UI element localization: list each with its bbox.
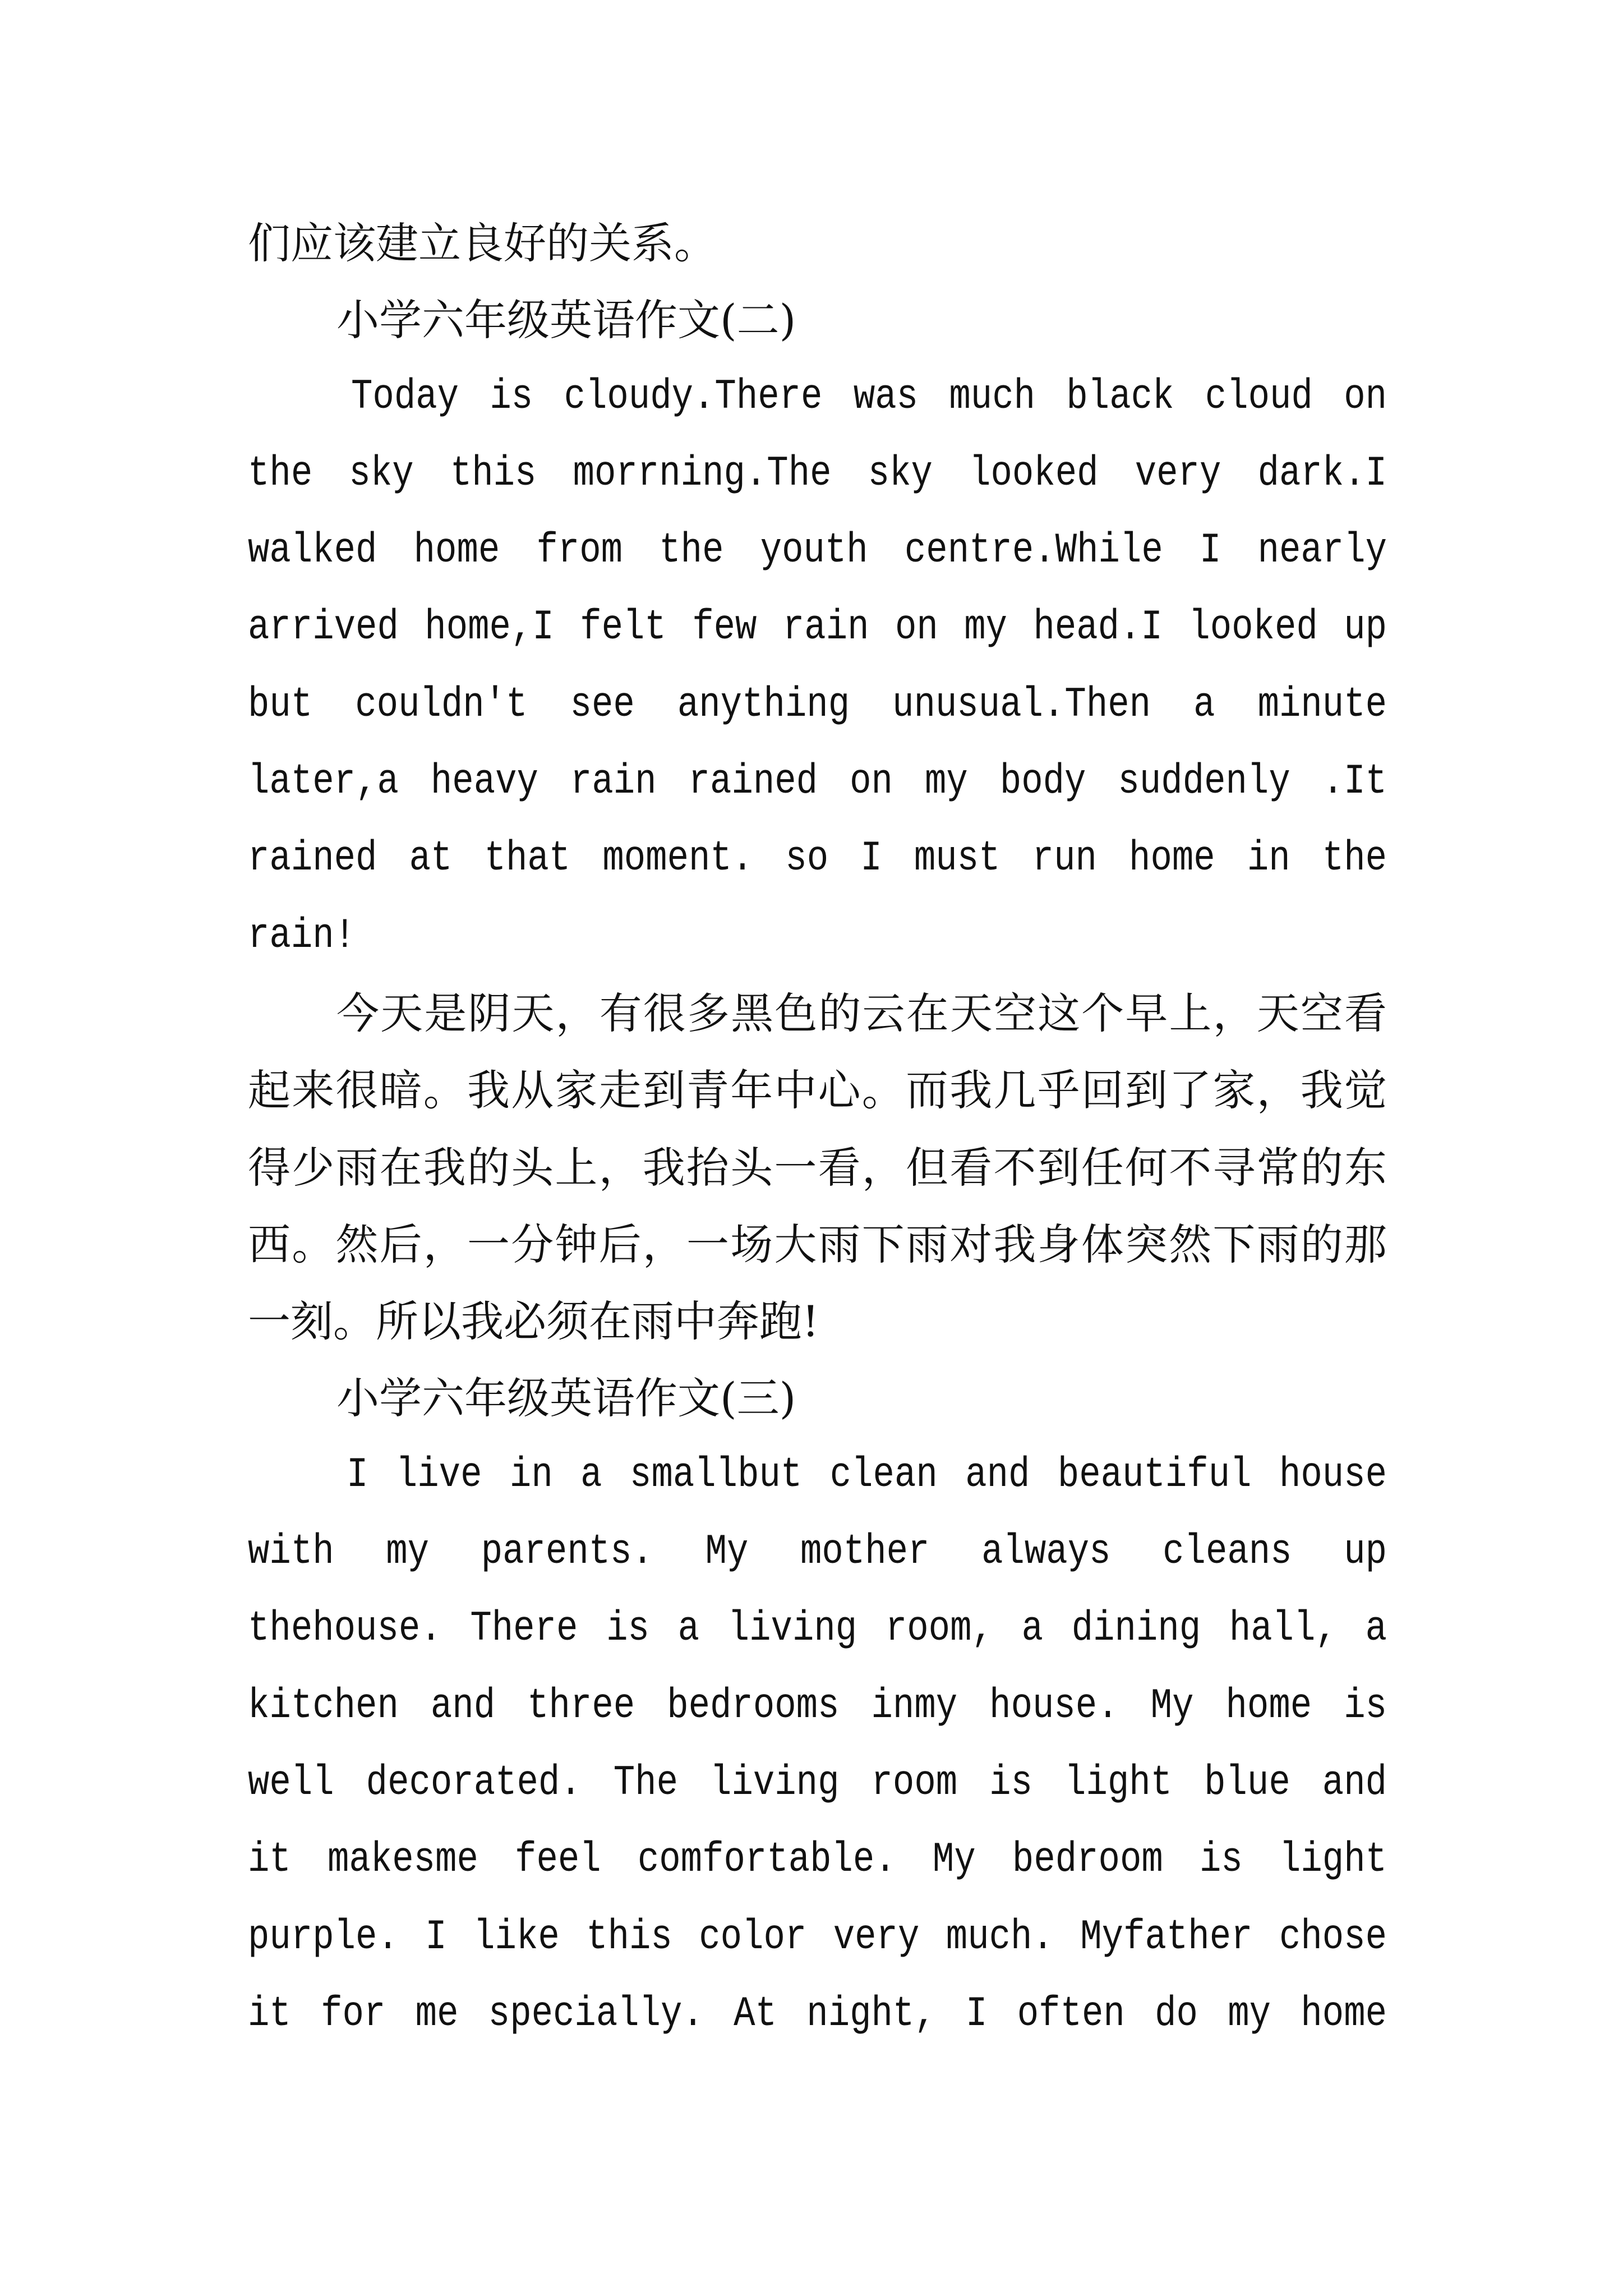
- essay2-english-line: walked home from the youth centre.While I nearly: [248, 527, 1387, 575]
- document-body: [248, 205, 1387, 2053]
- essay2-chinese-line: 起来很暗。我从家走到青年中心。而我几乎回到了家，我觉: [248, 1065, 1387, 1116]
- essay2-heading: 小学六年级英语作文(二): [336, 295, 796, 346]
- essay2-english-line: Today is cloudy.There was much black cloud on: [351, 372, 1387, 421]
- essay2-english-line: the sky this morrning.The sky looked very dark.I: [248, 450, 1387, 498]
- essay3-english-line: purple. I like this color very much. Myfather chose: [248, 1913, 1387, 1961]
- previous-essay-closing-line: 们应该建立良好的关系。: [248, 218, 717, 268]
- essay3-heading: 小学六年级英语作文(三): [336, 1373, 796, 1424]
- essay2-english-line: rain!: [248, 912, 356, 960]
- essay2-english-line: but couldn't see anything unusual.Then a minute: [248, 681, 1387, 729]
- essay3-english-line: it for me specially. At night, I often do my home: [248, 1990, 1387, 2039]
- essay2-english-line: rained at that moment. so I must run home in the: [248, 835, 1387, 883]
- essay3-english-line: I live in a smallbut clean and beautiful house: [347, 1451, 1387, 1499]
- essay2-chinese-line: 一刻。所以我必须在雨中奔跑!: [248, 1296, 819, 1347]
- essay3-english-line: well decorated. The living room is light blue and: [248, 1759, 1387, 1807]
- essay2-chinese-line: 西。然后，一分钟后，一场大雨下雨对我身体突然下雨的那: [248, 1219, 1387, 1269]
- essay2-english-line: later,a heavy rain rained on my body suddenly .It: [248, 758, 1387, 806]
- essay3-english-line: kitchen and three bedrooms inmy house. My home is: [248, 1682, 1387, 1731]
- essay3-english-line: it makesme feel comfortable. My bedroom is light: [248, 1836, 1387, 1884]
- essay3-english-line: thehouse. There is a living room, a dining hall, a: [248, 1605, 1387, 1653]
- essay3-english-line: with my parents. My mother always cleans up: [248, 1528, 1387, 1576]
- essay2-chinese-line: 今天是阴天，有很多黑色的云在天空这个早上，天空看: [336, 988, 1387, 1038]
- essay2-english-line: arrived home,I felt few rain on my head.I looked up: [248, 604, 1387, 652]
- essay2-chinese-line: 得少雨在我的头上，我抬头一看，但看不到任何不寻常的东: [248, 1142, 1387, 1193]
